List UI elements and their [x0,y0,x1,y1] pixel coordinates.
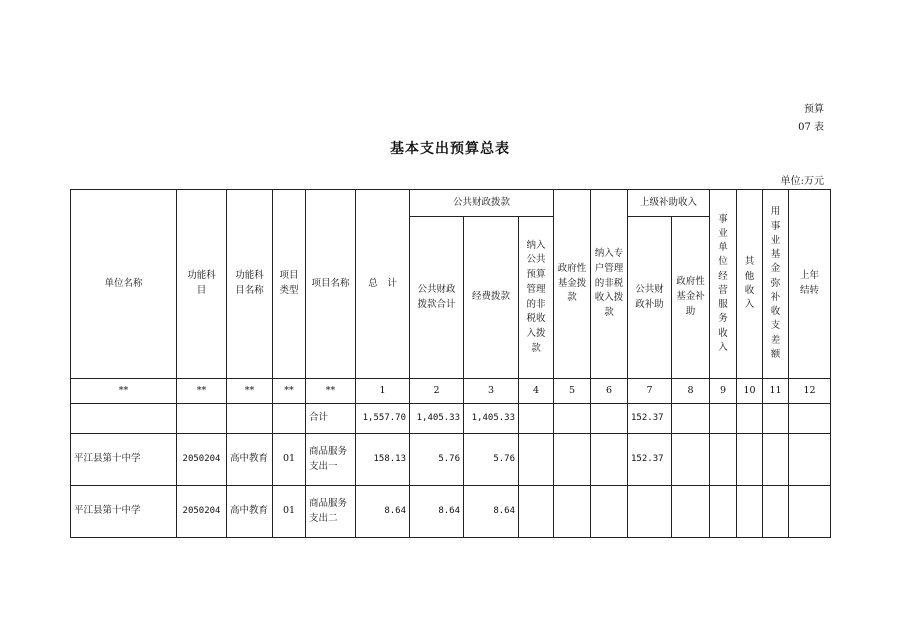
table-row: 平江县第十中学 2050204 高中教育 01 商品服务支出二 8.64 8.64 8.64 [71,486,831,538]
budget-table [70,189,831,538]
header-superior-subsidy: 上级补助收入 [628,190,710,217]
header-public-finance-subsidy: 公共财政补助 [628,217,672,379]
form-code-label: 预算 [804,104,824,115]
header-func-subject-name: 功能科目名称 [227,190,273,379]
table-row: 合计 1,557.70 1,405.33 1,405.33 152.37 [71,404,831,434]
page-title: 基本支出预算总表 [390,141,510,157]
header-business-income: 事业单位经营服务收入 [710,190,737,379]
header-expense-alloc: 经费拨款 [464,217,519,379]
header-public-finance-total: 公共财政拨款合计 [410,217,464,379]
header-gov-fund-subsidy: 政府性基金补助 [672,217,710,379]
header-carryover: 上年结转 [789,190,831,379]
header-budget-nontax: 纳入公共预算管理的非税收入拨款 [519,217,554,379]
header-unit-name: 单位名称 [71,190,177,379]
header-item-type: 项目类型 [273,190,306,379]
form-number-label: 07 表 [798,122,824,133]
header-fund-deficit: 用事业基金弥补收支差额 [763,190,789,379]
index-row: ** ** ** ** ** 1 2 3 4 5 6 7 8 9 10 11 12 [71,379,831,404]
table-row: 平江县第十中学 2050204 高中教育 01 商品服务支出一 158.13 5.76 5.76 152.37 [71,434,831,486]
header-total: 总 计 [356,190,410,379]
header-public-finance: 公共财政拨款 [410,190,554,217]
header-special-nontax: 纳入专户管理的非税收入拨款 [591,190,628,379]
header-item-name: 项目名称 [306,190,356,379]
unit-label: 单位:万元 [780,176,824,187]
header-func-subject: 功能科目 [177,190,227,379]
header-gov-fund: 政府性基金拨款 [554,190,591,379]
header-other-income: 其他收入 [737,190,763,379]
